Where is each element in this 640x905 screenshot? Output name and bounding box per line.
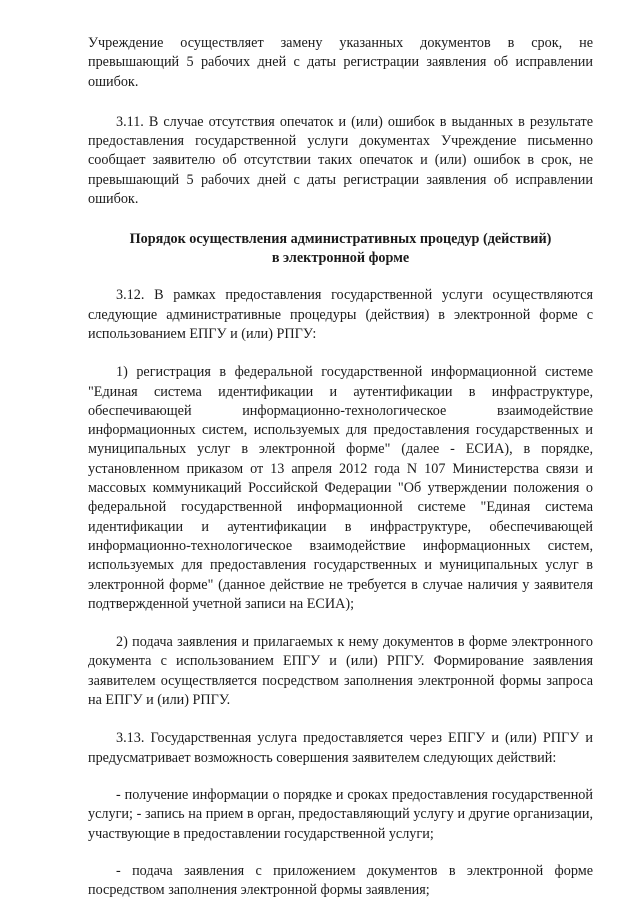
list-item-2: 2) подача заявления и прилагаемых к нему документов в форме электронного документа с использованием ЕПГУ и (или) РПГУ. Формирование заявления заявителем осуществляется посредством заполнения электронной формы запроса на ЕПГУ и (или) РПГУ. — [88, 634, 593, 709]
paragraph-3-13: 3.13. Государственная услуга предоставляется через ЕПГУ и (или) РПГУ и предусматривает возможность совершения заявителем следующих действий: — [88, 730, 593, 766]
paragraph-continuation: Учреждение осуществляет замену указанных документов в срок, не превышающий 5 рабочих дней с даты регистрации заявления об исправлении ошибок. — [88, 35, 593, 90]
section-heading — [88, 230, 593, 268]
section-heading-line-2: в электронной форме — [271, 250, 410, 267]
document-page — [88, 34, 593, 900]
bullet-item-2: - подача заявления с приложением документов в электронной форме посредством заполнения электронной формы заявления; — [88, 862, 593, 899]
section-heading-line-1: Порядок осуществления административных процедур (действий) — [129, 231, 552, 248]
list-item-1: 1) регистрация в федеральной государственной информационной системе "Единая система идентификации и аутентификации в инфраструктуре, обеспечивающей информационно-технологическое взаимодействие информационных систем, используемых для предоставления государственных и муниципальных услуг в электронной форме" (далее - ЕСИА), в порядке, установленном приказом от 13 апреля 2012 года N 107 Министерства связи и массовых коммуникаций Российской Федерации "Об утверждении положения о федеральной государственной информационной системе "Единая система идентификации и аутентификации в инфраструктуре, обеспечивающей информационно-технологическое взаимодействие информационных систем, используемых для предоставления государственных и муниципальных услуг в электронной форме" (данное действие не требуется в случае наличия у заявителя подтвержденной учетной записи на ЕСИА); — [88, 364, 593, 612]
bullet-item-1: - получение информации о порядке и сроках предоставления государственной услуги; - запись на прием в орган, предоставляющий услугу и другие организации, участвующие в предоставлении государственной услуги; — [88, 786, 593, 842]
paragraph-3-11: 3.11. В случае отсутствия опечаток и (или) ошибок в выданных в результате предоставления государственной услуги документах Учреждение письменно сообщает заявителю об отсутствии таких опечаток и (или) ошибок в срок, не превышающий 5 рабочих дней с даты регистрации заявления об исправлении ошибок. — [88, 113, 593, 208]
paragraph-3-12: 3.12. В рамках предоставления государственной услуги осуществляются следующие административные процедуры (действия) в электронной форме с использованием ЕПГУ и (или) РПГУ: — [88, 287, 593, 342]
